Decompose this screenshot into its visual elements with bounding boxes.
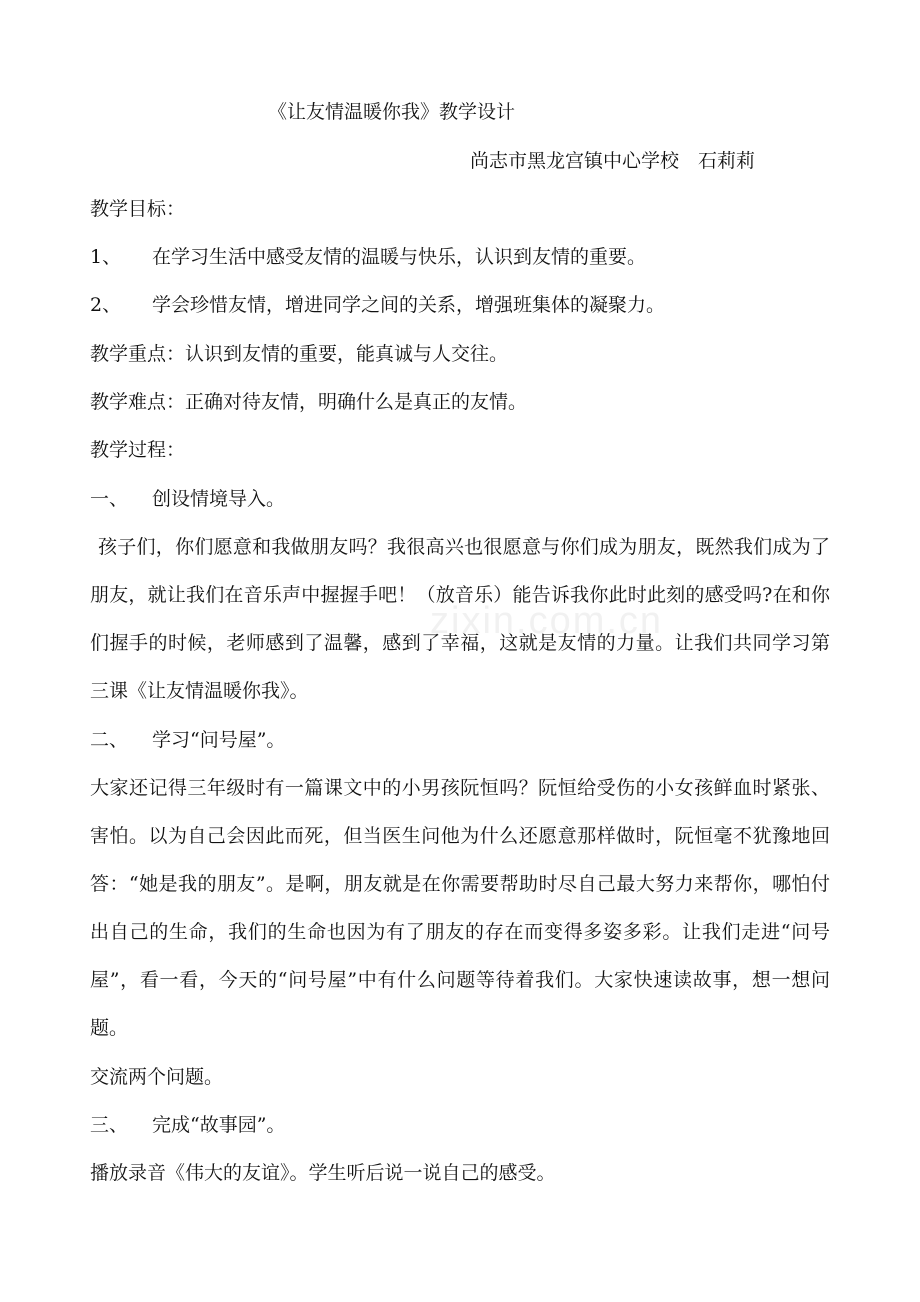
section-title: 学习“问号屋”。 [152, 729, 286, 751]
objective-item-2 [90, 292, 665, 318]
objective-text: 学会珍惜友情，增进同学之间的关系，增强班集体的凝聚力。 [152, 294, 666, 316]
objective-item-1 [90, 244, 646, 270]
objectives-heading: 教学目标： [90, 198, 186, 220]
section-heading-1 [90, 486, 285, 512]
story-paragraph: 大家还记得三年级时有一篇课文中的小男孩阮恒吗？阮恒给受伤的小女孩鲜血时紧张、害怕。以为自己会因此而死，但当医生问他为什么还愿意那样做时，阮恒毫不犹豫地回答：“她是我的朋友”。是啊，朋友就是在你需要帮助时尽自己最大努力来帮你，哪怕付出自己的生命，我们的生命也因为有了朋友的存在而变得多姿多彩。让我们走进“问号屋”，看一看，今天的“问号屋”中有什么问题等待着我们。大家快速读故事，想一想问题。 [90, 777, 830, 1039]
section-title: 完成“故事园”。 [152, 1114, 286, 1136]
section-number: 二、 [90, 729, 129, 751]
section-number: 三、 [90, 1114, 129, 1136]
watermark: zixin.com.cn [430, 600, 664, 642]
objective-number: 1、 [90, 246, 122, 268]
objective-number: 2、 [90, 294, 122, 316]
document-title: 《让友情温暖你我》教学设计 [268, 101, 516, 123]
difficulty: 教学难点：正确对待友情，明确什么是真正的友情。 [90, 391, 528, 413]
author-line: 尚志市黑龙宫镇中心学校 石莉莉 [470, 150, 756, 172]
section-heading-3 [90, 1112, 285, 1138]
process-heading: 教学过程： [90, 439, 186, 461]
intro-paragraph: 孩子们，你们愿意和我做朋友吗？我很高兴也很愿意与你们成为朋友，既然我们成为了朋友，就让我们在音乐声中握握手吧！（放音乐）能告诉我你此时此刻的感受吗?在和你们握手的时候，老师感到了温馨，感到了幸福，这就是友情的力量。让我们共同学习第三课《让友情温暖你我》。 [90, 536, 830, 702]
listen-line: 播放录音《伟大的友谊》。学生听后说一说自己的感受。 [90, 1162, 556, 1184]
objective-text: 在学习生活中感受友情的温暖与快乐，认识到友情的重要。 [152, 246, 647, 268]
section-title: 创设情境导入。 [152, 488, 286, 510]
section-heading-2 [90, 727, 285, 753]
section-number: 一、 [90, 488, 129, 510]
exchange-line: 交流两个问题。 [90, 1066, 224, 1088]
key-point: 教学重点：认识到友情的重要，能真诚与人交往。 [90, 343, 509, 365]
